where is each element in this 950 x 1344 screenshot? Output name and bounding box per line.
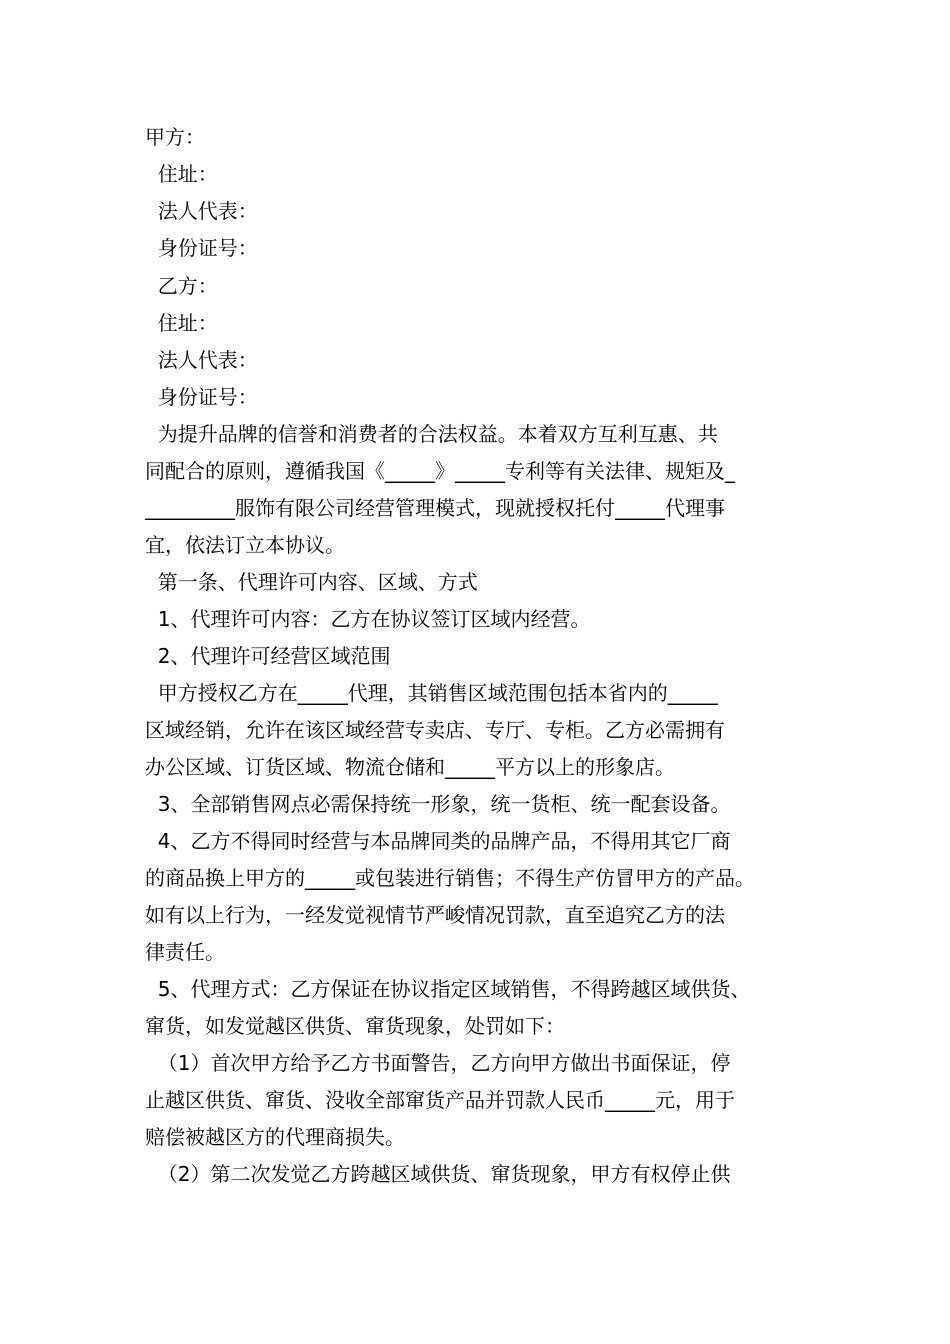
clause-2-body-line: 甲方授权乙方在_____代理，其销售区域范围包括本省内的_____ — [145, 681, 718, 705]
penalty-1-line: （1）首次甲方给予乙方书面警告，乙方向甲方做出书面保证，停 — [145, 1051, 731, 1075]
clause-4-line: 的商品换上甲方的_____或包装进行销售；不得生产仿冒甲方的产品。 — [145, 866, 755, 890]
clause-3-line: 3、全部销售网点必需保持统一形象，统一货柜、统一配套设备。 — [145, 792, 731, 816]
preamble-line: 为提升品牌的信誉和消费者的合法权益。本着双方互利互惠、共 — [145, 422, 718, 446]
clause-4-line: 4、乙方不得同时经营与本品牌同类的品牌产品，不得用其它厂商 — [145, 829, 731, 853]
penalty-1-line: 止越区供货、窜货、没收全部窜货产品并罚款人民币_____元，用于 — [145, 1088, 735, 1112]
party-b-label: 乙方： — [145, 274, 218, 298]
clause-1-line: 1、代理许可内容：乙方在协议签订区域内经营。 — [145, 607, 591, 631]
party-a-legal-rep-label: 法人代表： — [145, 199, 258, 223]
preamble-line: 同配合的原则，遵循我国《_____》_____专利等有关法律、规矩及_ — [145, 459, 735, 483]
article-1-heading: 第一条、代理许可内容、区域、方式 — [145, 570, 478, 594]
clause-5-line: 窜货，如发觉越区供货、窜货现象，处罚如下： — [145, 1014, 565, 1038]
clause-2-body-line: 区域经销，允许在该区域经营专卖店、专厅、专柜。乙方必需拥有 — [145, 718, 725, 742]
party-a-id-number-label: 身份证号： — [145, 236, 258, 260]
party-a-label: 甲方： — [145, 125, 205, 149]
preamble-line: _________服饰有限公司经营管理模式，现就授权托付_____代理事 — [145, 496, 725, 520]
penalty-2-line: （2）第二次发觉乙方跨越区域供货、窜货现象，甲方有权停止供 — [145, 1162, 731, 1186]
clause-2-body-line: 办公区域、订货区域、物流仓储和_____平方以上的形象店。 — [145, 755, 675, 779]
clause-4-line: 如有以上行为，一经发觉视情节严峻情况罚款，直至追究乙方的法 — [145, 903, 725, 927]
party-b-legal-rep-label: 法人代表： — [145, 348, 258, 372]
party-b-id-number-label: 身份证号： — [145, 385, 258, 409]
clause-2-heading: 2、代理许可经营区域范围 — [145, 644, 391, 668]
clause-5-line: 5、代理方式：乙方保证在协议指定区域销售，不得跨越区域供货、 — [145, 977, 751, 1001]
preamble-line: 宜，依法订立本协议。 — [145, 533, 345, 557]
party-a-address-label: 住址： — [145, 162, 218, 186]
party-b-address-label: 住址： — [145, 311, 218, 335]
clause-4-line: 律责任。 — [145, 940, 225, 964]
penalty-1-line: 赔偿被越区方的代理商损失。 — [145, 1125, 405, 1149]
